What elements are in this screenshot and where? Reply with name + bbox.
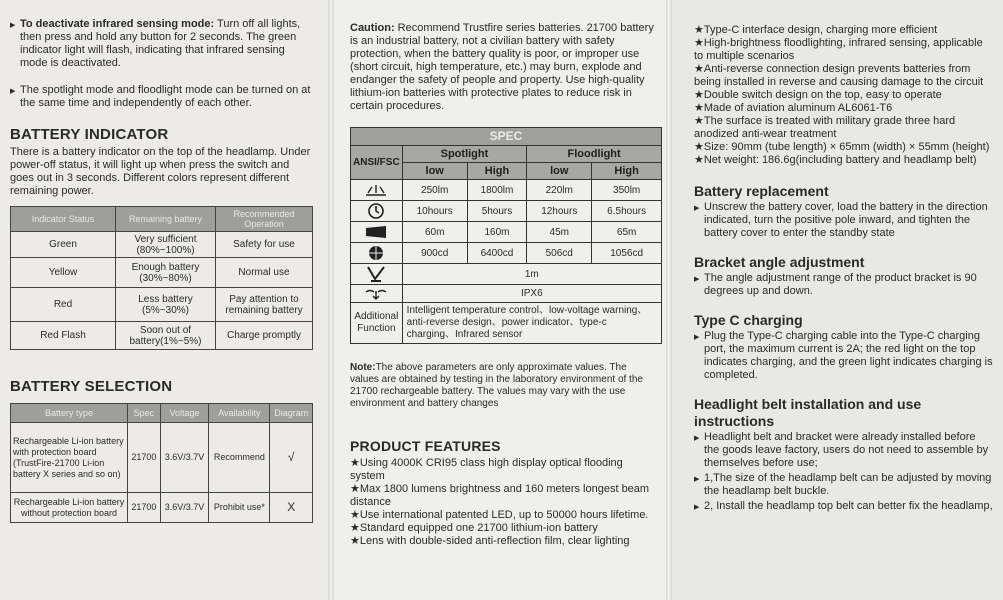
spec-value: 250lm — [402, 180, 467, 201]
table-header: Availability — [209, 404, 270, 423]
waterproof-value: IPX6 — [402, 285, 661, 303]
battery-diagram: X — [270, 493, 313, 523]
note-text: Note:The above parameters are only approximate values. The values are obtained by testing in the laboratory environment of the 21700 rechargeable battery. The values may vary with the use environment and battery changes — [350, 362, 643, 409]
table-row — [351, 180, 662, 201]
typec-charging-title: Type C charging — [694, 312, 803, 328]
spec-value: 900cd — [402, 243, 467, 264]
left-column — [0, 0, 328, 600]
table-row — [351, 303, 662, 344]
right-column — [672, 0, 1003, 600]
typec-charging-text: ▶ Plug the Type-C charging cable into the Type-C charging port, the maximum current is 2A; the red light on the top indicates charging, and the green light indicates charging is completed. — [694, 330, 993, 382]
feature-item: ★Double switch design on the top, easy to operate — [694, 89, 942, 101]
beam-distance-icon — [351, 222, 403, 243]
table-row — [351, 243, 662, 264]
spec-value: 45m — [527, 222, 592, 243]
battery-indicator-title: BATTERY INDICATOR — [10, 126, 169, 143]
product-features-title: PRODUCT FEATURES — [350, 438, 501, 454]
spec-value: 12hours — [527, 201, 592, 222]
spec-value: 6.5hours — [592, 201, 662, 222]
indicator-status: Red Flash — [11, 322, 116, 350]
feature-item: ★Max 1800 lumens brightness and 160 meters longest beam distance — [350, 483, 650, 508]
table-header: Voltage — [160, 404, 209, 423]
flood-low-header: low — [527, 163, 592, 180]
lumens-icon — [351, 180, 403, 201]
table-row — [11, 288, 313, 322]
feature-item: ★Type-C interface design, charging more efficient — [694, 24, 938, 36]
spec-value: 6400cd — [467, 243, 527, 264]
spec-title: SPEC — [351, 128, 662, 146]
battery-replacement-title: Battery replacement — [694, 183, 829, 199]
spec-table — [350, 127, 662, 344]
indicator-status: Green — [11, 232, 116, 258]
belt-instruction-item: ▶ Headlight belt and bracket were already installed before the goods leave factory, users do not need to assemble by themselves before use; — [694, 431, 993, 470]
middle-column — [334, 0, 666, 600]
spec-value: 60m — [402, 222, 467, 243]
battery-indicator-table — [10, 206, 313, 350]
table-row — [351, 285, 662, 303]
feature-item: ★Net weight: 186.6g(including battery and headlamp belt) — [694, 154, 977, 166]
spot-low-header: low — [402, 163, 467, 180]
remaining-battery: Soon out of battery(1%~5%) — [116, 322, 216, 350]
spot-high-header: High — [467, 163, 527, 180]
table-header: Diagram — [270, 404, 313, 423]
recommended-operation: Charge promptly — [216, 322, 313, 350]
flood-high-header: High — [592, 163, 662, 180]
feature-item: ★Using 4000K CRI95 class high display optical flooding system — [350, 457, 623, 482]
bracket-adjustment-title: Bracket angle adjustment — [694, 254, 865, 270]
spec-value: 10hours — [402, 201, 467, 222]
spec-value: 65m — [592, 222, 662, 243]
bracket-adjustment-text: ▶ The angle adjustment range of the product bracket is 90 degrees up and down. — [694, 272, 993, 298]
feature-item: ★Anti-reverse connection design prevents batteries from being installed in reverse and causing damage to the circuit — [694, 63, 984, 88]
runtime-clock-icon — [351, 201, 403, 222]
spotlight-header: Spotlight — [402, 146, 527, 163]
battery-diagram: √ — [270, 423, 313, 493]
feature-item: ★Lens with double-sided anti-reflection film, clear lighting — [350, 535, 630, 547]
additional-function-text: Intelligent temperature control、low-voltage warning、anti-reverse design、power indicator、type-c charging、Infrared sensor — [402, 303, 661, 344]
battery-voltage: 3.6V/3.7V — [160, 423, 209, 493]
remaining-battery: Very sufficient (80%~100%) — [116, 232, 216, 258]
recommended-operation: Pay attention to remaining battery — [216, 288, 313, 322]
battery-availability: Recommend — [209, 423, 270, 493]
indicator-status: Yellow — [11, 258, 116, 288]
impact-resistance-icon — [351, 264, 403, 285]
battery-spec: 21700 — [128, 423, 161, 493]
remaining-battery: Enough battery (30%~80%) — [116, 258, 216, 288]
table-header: Battery type — [11, 404, 128, 423]
table-header: Recommended Operation — [216, 207, 313, 232]
belt-installation-title: Headlight belt installation and use instructions — [694, 396, 922, 429]
spec-value: 220lm — [527, 180, 592, 201]
battery-type: Rechargeable Li-ion battery without protection board — [11, 493, 128, 523]
impact-value: 1m — [402, 264, 661, 285]
ansi-fsc-label: ANSI/FSC — [351, 146, 403, 180]
caution-text: Caution: Recommend Trustfire series batteries. 21700 battery is an industrial battery, not a civilian battery with safety protection, when the battery quality is poor, or improper use (short circuit, high temperature, etc.) may burn, explode and endanger the safety of people and property. Use high-quality lithium-ion batteries with protective plates to reduce risk in certain procedures. — [350, 22, 654, 112]
table-row — [351, 222, 662, 243]
feature-item: ★Standard equipped one 21700 lithium-ion battery — [350, 522, 598, 534]
spec-value: 160m — [467, 222, 527, 243]
table-row — [11, 493, 313, 523]
belt-instruction-item: ▶ 1,The size of the headlamp belt can be adjusted by moving the headlamp belt buckle. — [694, 472, 993, 498]
table-header: Remaining battery — [116, 207, 216, 232]
battery-voltage: 3.6V/3.7V — [160, 493, 209, 523]
table-row — [11, 423, 313, 493]
table-row — [351, 264, 662, 285]
feature-item: ★The surface is treated with military grade three hard anodized anti-wear treatment — [694, 115, 956, 140]
table-header: Indicator Status — [11, 207, 116, 232]
battery-spec: 21700 — [128, 493, 161, 523]
belt-instruction-item: ▶ 2, Install the headlamp top belt can better fix the headlamp, — [694, 500, 993, 513]
battery-availability: Prohibit use* — [209, 493, 270, 523]
table-row — [11, 232, 313, 258]
table-header: Spec — [128, 404, 161, 423]
battery-type: Rechargeable Li-ion battery with protection board (TrustFire-21700 Li-ion battery X series and so on) — [11, 423, 128, 493]
spec-value: 506cd — [527, 243, 592, 264]
independent-modes-instruction: ▶ The spotlight mode and floodlight mode can be turned on at the same time and independently of each other. — [10, 84, 314, 110]
table-row — [351, 201, 662, 222]
table-row — [11, 258, 313, 288]
waterproof-icon — [351, 285, 403, 303]
feature-item: ★Size: 90mm (tube length) × 65mm (width) × 55mm (height) — [694, 141, 990, 153]
remaining-battery: Less battery (5%~30%) — [116, 288, 216, 322]
feature-item: ★Made of aviation aluminum AL6061-T6 — [694, 102, 893, 114]
feature-item: ★High-brightness floodlighting, infrared sensing, applicable to multiple scenarios — [694, 37, 983, 62]
indicator-status: Red — [11, 288, 116, 322]
additional-function-label: Additional Function — [351, 303, 403, 344]
battery-selection-title: BATTERY SELECTION — [10, 378, 173, 395]
battery-selection-table — [10, 403, 313, 523]
spec-value: 1800lm — [467, 180, 527, 201]
spec-value: 350lm — [592, 180, 662, 201]
ir-deactivate-instruction: ▶ To deactivate infrared sensing mode: Turn off all lights, then press and hold any button for 2 seconds. The green indicator light will flash, indicating that infrared sensing mode is deactivated. — [10, 18, 314, 70]
recommended-operation: Safety for use — [216, 232, 313, 258]
battery-indicator-text: There is a battery indicator on the top of the headlamp. Under power-off status, it will light up when press the switch and goes out in 3 seconds. Different colors represent different remaining power. — [10, 146, 311, 197]
spec-value: 5hours — [467, 201, 527, 222]
feature-item: ★Use international patented LED, up to 50000 hours lifetime. — [350, 509, 649, 521]
table-row — [11, 322, 313, 350]
battery-replacement-text: ▶ Unscrew the battery cover, load the battery in the direction indicated, turn the positive pole inward, and tighten the battery cover to enter the standby state — [694, 201, 993, 240]
peak-intensity-icon — [351, 243, 403, 264]
spec-value: 1056cd — [592, 243, 662, 264]
floodlight-header: Floodlight — [527, 146, 662, 163]
recommended-operation: Normal use — [216, 258, 313, 288]
